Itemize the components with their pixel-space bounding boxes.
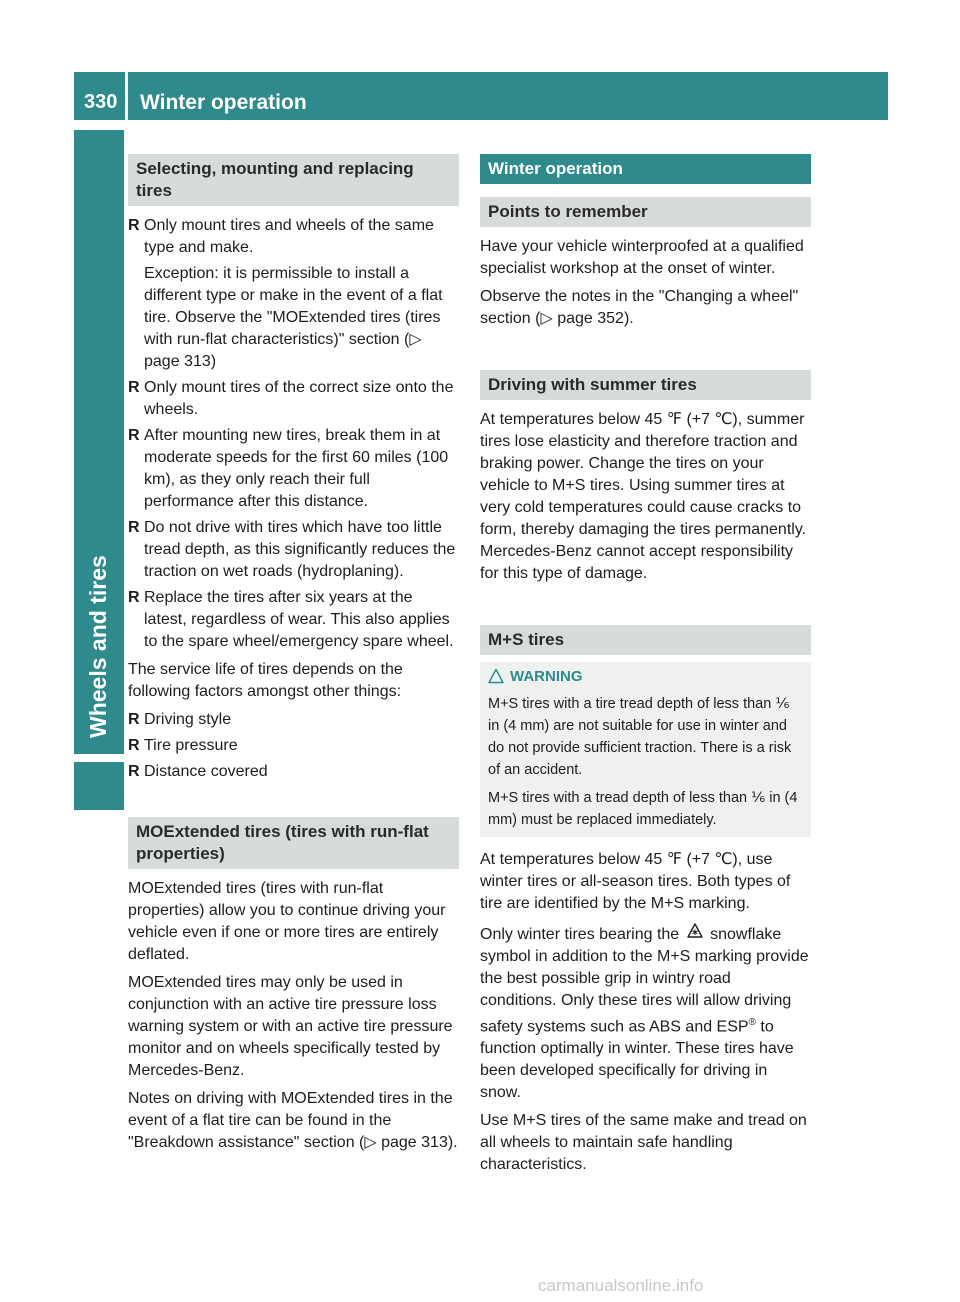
exception-note: Exception: it is permissible to install a different type or make in the event of a flat tire. Observe the "MOExtended tires (tires with run-flat characteristics)" section (▷ page 313): [144, 265, 443, 370]
right-column: [480, 154, 811, 1182]
warning-label: WARNING: [510, 668, 583, 685]
section-title-ms-tires: M+S tires: [480, 625, 811, 655]
side-tab-marker: [74, 762, 124, 810]
warning-text: M+S tires with a tread depth of less than ⅙ in (4 mm) must be replaced immediately.: [488, 790, 798, 828]
bullet-marker: R: [128, 763, 140, 780]
section-title-summer-tires: Driving with summer tires: [480, 370, 811, 400]
registered-mark: ®: [748, 1017, 756, 1028]
warning-heading: [488, 667, 803, 687]
snowflake-mountain-icon: [684, 921, 706, 946]
snowflake-paragraph: Only winter tires bearing the snowflake symbol in addition to the M+S marking provide the best possible grip in wintry road conditions. Only these tires will allow driving safety systems such as ABS and ESP® to function optimally in winter. These tires have been developed specifically for driving in snow.: [480, 921, 811, 1104]
paragraph: At temperatures below 45 ℉ (+7 ℃), use winter tires or all-season tires. Both types of tire are identified by the M+S marking.: [480, 851, 791, 912]
header-divider: [125, 72, 128, 120]
paragraph: MOExtended tires may only be used in conjunction with an active tire pressure loss warning system or with an active tire pressure monitor and on wheels specifically tested by Mercedes-Benz.: [128, 974, 453, 1079]
bullet-marker: R: [128, 737, 140, 754]
bullet-marker: R: [128, 217, 140, 234]
bullet-marker: R: [128, 427, 140, 444]
left-column: [128, 154, 459, 1160]
chapter-title: Winter operation: [140, 91, 307, 114]
paragraph: Observe the notes in the "Changing a wheel" section (▷ page 352).: [480, 288, 799, 327]
paragraph: Have your vehicle winterproofed at a qualified specialist workshop at the onset of winter.: [480, 238, 804, 277]
warning-box: [480, 662, 811, 837]
factors-list: [128, 709, 459, 783]
warning-text: M+S tires with a tire tread depth of less than ⅙ in (4 mm) are not suitable for use in winter and do not provide sufficient traction. There is a risk of an accident.: [488, 696, 792, 778]
page-number: 330: [84, 91, 118, 113]
bullet-marker: R: [128, 589, 140, 606]
list-item: R After mounting new tires, break them in at moderate speeds for the first 60 miles (100 km), as they only reach their full performance after this distance.: [128, 427, 449, 510]
bullet-marker: R: [128, 711, 140, 728]
side-tab: [74, 130, 124, 754]
paragraph: At temperatures below 45 ℉ (+7 ℃), summer tires lose elasticity and therefore traction and braking power. Change the tires on your vehicle to M+S tires. Using summer tires at very cold temperatures could cause cracks to form, thereby damaging the tires permanently. Mercedes-Benz cannot accept responsibility for this type of damage.: [480, 411, 807, 582]
main-section-title: Winter operation: [480, 154, 811, 184]
tire-rules-list: [128, 215, 459, 653]
paragraph: Use M+S tires of the same make and tread on all wheels to maintain safe handling characteristics.: [480, 1112, 807, 1174]
bullet-marker: R: [128, 519, 140, 536]
side-tab-label: Wheels and tires: [85, 555, 111, 738]
list-item: R Do not drive with tires which have too little tread depth, as this significantly reduces the traction on wet roads (hydroplaning).: [128, 519, 456, 580]
paragraph: MOExtended tires (tires with run-flat properties) allow you to continue driving your vehicle even if one or more tires are entirely deflated.: [128, 880, 446, 963]
warning-triangle-icon: [488, 668, 504, 684]
list-item: R Only mount tires and wheels of the same type and make. Exception: it is permissible to install a different type or make in the event of a flat tire. Observe the "MOExtended tires (tires with run-flat characteristics)" section (▷ page 313): [128, 215, 459, 373]
section-title-points: Points to remember: [480, 197, 811, 227]
section-title-selecting-tires: Selecting, mounting and replacing tires: [128, 154, 459, 206]
list-item: R Distance covered: [128, 761, 459, 783]
bullet-marker: R: [128, 379, 140, 396]
service-life-paragraph: The service life of tires depends on the following factors amongst other things:: [128, 661, 403, 700]
list-item: R Replace the tires after six years at the latest, regardless of wear. This also applies to the spare wheel/emergency spare wheel.: [128, 589, 454, 650]
list-item: R Driving style: [128, 709, 459, 731]
watermark: carmanualsonline.info: [538, 1276, 704, 1295]
page-header: [74, 72, 888, 120]
list-item: R Tire pressure: [128, 735, 459, 757]
paragraph: Notes on driving with MOExtended tires in the event of a flat tire can be found in the "Breakdown assistance" section (▷ page 313).: [128, 1090, 458, 1151]
section-title-moextended: MOExtended tires (tires with run-flat properties): [128, 817, 459, 869]
list-item: R Only mount tires of the correct size onto the wheels.: [128, 379, 454, 418]
